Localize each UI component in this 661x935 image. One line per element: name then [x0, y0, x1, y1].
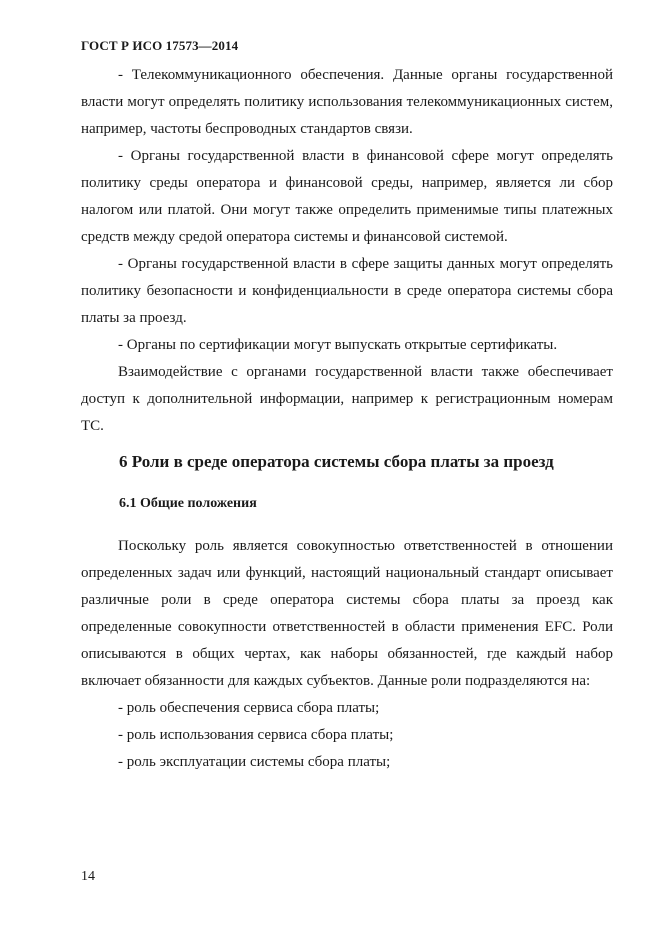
list-item: - роль эксплуатации системы сбора платы;	[118, 754, 391, 770]
paragraph-finance: - Органы государственной власти в финансовой сфере могут определять политику среды оператора и финансовой среды, например, является ли сбор налогом или платой. Они могут также определить применимые типы платежных средств между средой оператора системы и финансовой системой.	[81, 148, 613, 245]
body-text-top	[81, 62, 613, 440]
section-6-heading: 6 Роли в среде оператора системы сбора платы за проезд	[119, 452, 554, 471]
paragraph-telecom: - Телекоммуникационного обеспечения. Данные органы государственной власти могут определять политику использования телекоммуникационных систем, например, частоты беспроводных стандартов связи.	[81, 67, 613, 137]
page-number: 14	[81, 869, 95, 884]
paragraph-roles-intro: Поскольку роль является совокупностью ответственностей в отношении определенных задач или функций, настоящий национальный стандарт описывает различные роли в среде оператора системы сбора платы за проезд как определенные совокупности ответственностей в области применения EFC. Роли описываются в общих чертах, как наборы обязанностей, где каждый набор включает обязанности для каждых субъектов. Данные роли подразделяются на:	[81, 538, 613, 689]
paragraph-data-protection: - Органы государственной власти в сфере защиты данных могут определять политику безопасности и конфиденциальности в среде оператора системы сбора платы за проезд.	[81, 256, 613, 326]
paragraph-certification: - Органы по сертификации могут выпускать открытые сертификаты.	[118, 337, 558, 353]
paragraph-interaction: Взаимодействие с органами государственной власти также обеспечивает доступ к дополнительной информации, например к регистрационным номерам ТС.	[81, 364, 613, 434]
document-header: ГОСТ Р ИСО 17573—2014	[81, 38, 239, 53]
subsection-6-1-heading: 6.1 Общие положения	[119, 496, 257, 511]
list-item: - роль обеспечения сервиса сбора платы;	[118, 700, 380, 716]
body-text-section-6	[81, 533, 613, 776]
list-item: - роль использования сервиса сбора платы;	[118, 727, 394, 743]
